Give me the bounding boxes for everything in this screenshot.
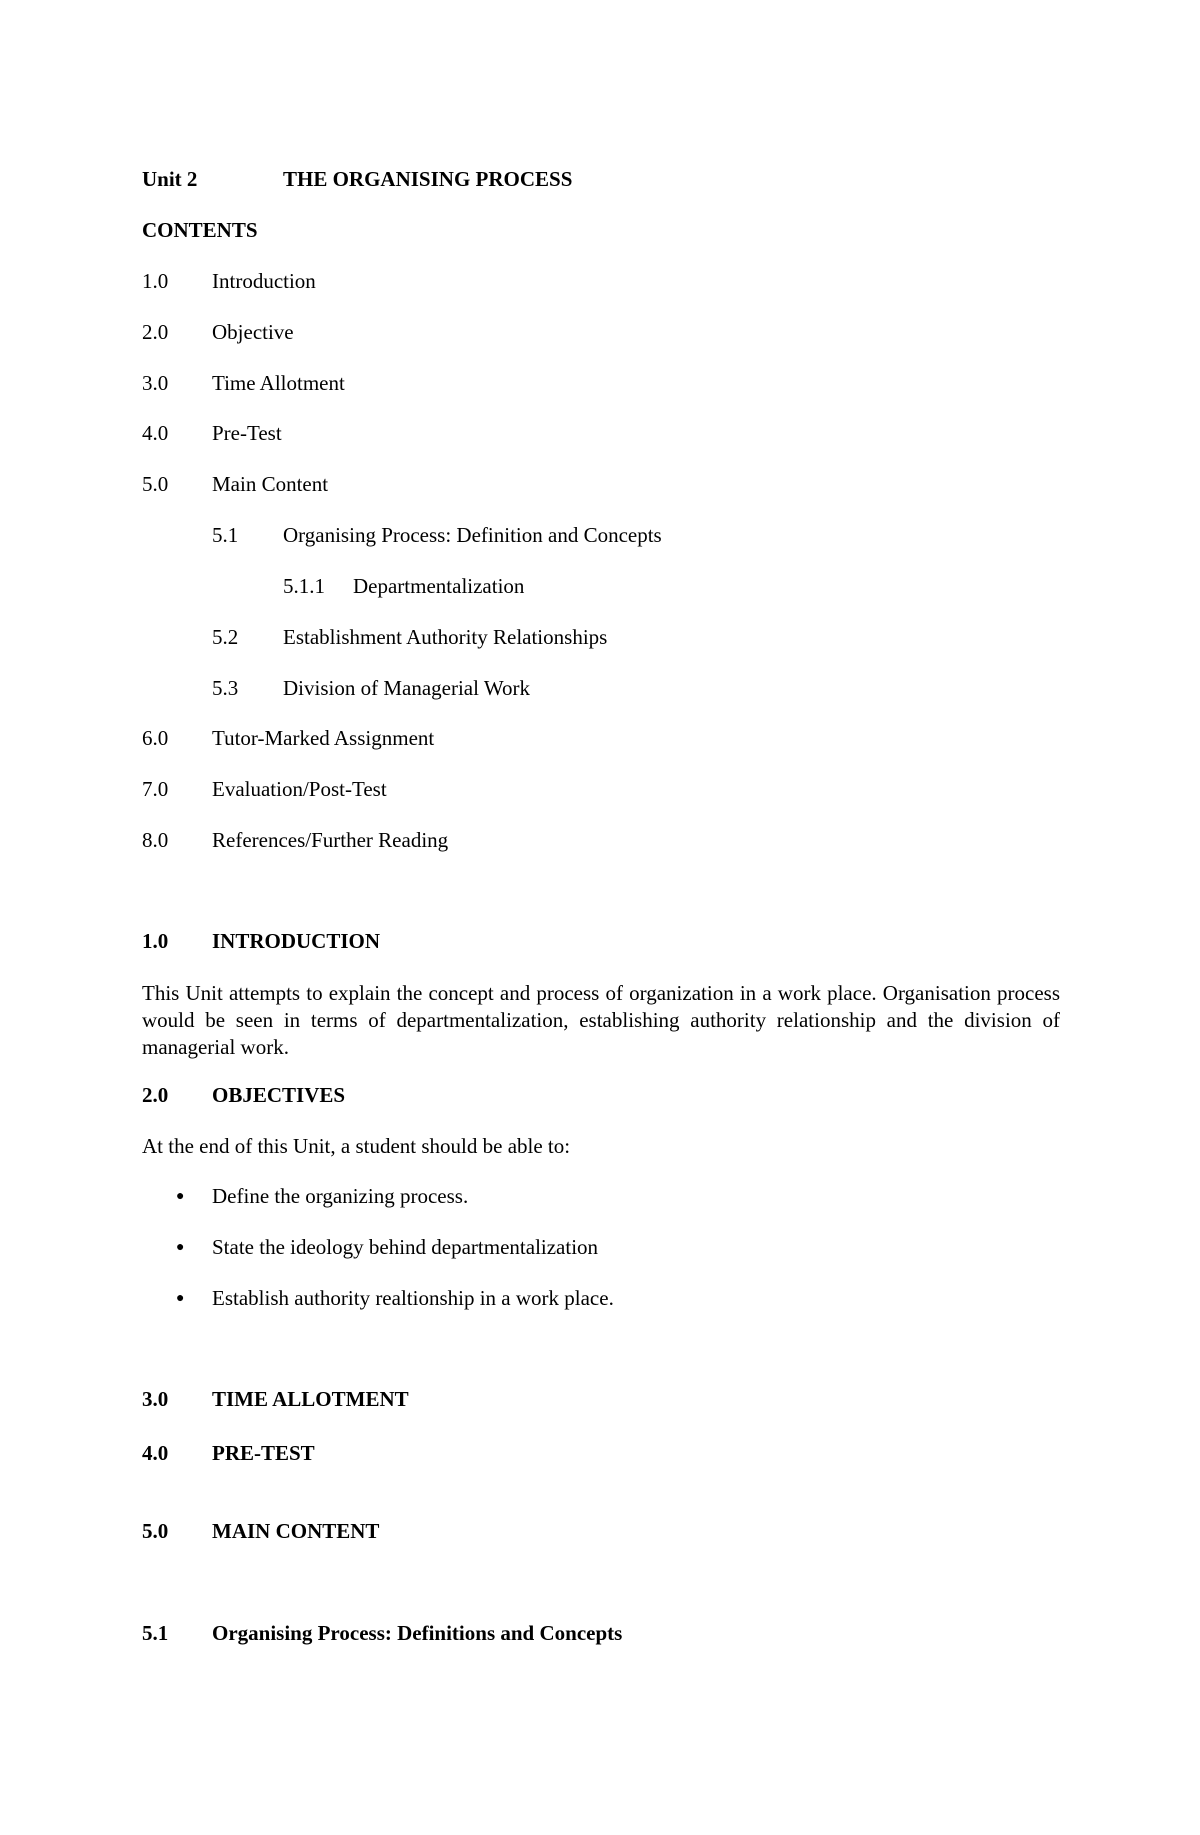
toc-item-label: Objective xyxy=(212,320,294,344)
toc-item-label: Departmentalization xyxy=(353,574,525,598)
toc-item-number: 5.0 xyxy=(142,472,169,496)
toc-item-label: Tutor-Marked Assignment xyxy=(212,726,435,750)
toc-item-number: 3.0 xyxy=(142,371,169,395)
section-number: 2.0 xyxy=(142,1083,169,1107)
section-number: 1.0 xyxy=(142,929,169,953)
unit-label: Unit 2 xyxy=(142,167,198,191)
section-title: MAIN CONTENT xyxy=(212,1519,380,1543)
toc-item-number: 2.0 xyxy=(142,320,169,344)
section-number: 3.0 xyxy=(142,1387,169,1411)
toc-item-label: Organising Process: Definition and Concepts xyxy=(283,523,662,547)
section-number: 4.0 xyxy=(142,1441,169,1465)
toc-item-label: Division of Managerial Work xyxy=(283,676,530,700)
toc-item-label: Time Allotment xyxy=(212,371,345,395)
toc-item-number: 5.2 xyxy=(212,625,239,649)
toc-item-label: Establishment Authority Relationships xyxy=(283,625,608,649)
bullet-text: Define the organizing process. xyxy=(212,1184,469,1208)
bullet-icon: ● xyxy=(176,1240,185,1255)
toc-item-number: 5.1 xyxy=(212,523,239,547)
toc-item-label: Main Content xyxy=(212,472,329,496)
toc-item-label: References/Further Reading xyxy=(212,828,449,852)
section-title: PRE-TEST xyxy=(212,1441,315,1465)
toc-item-label: Introduction xyxy=(212,269,316,293)
toc-item-number: 5.1.1 xyxy=(283,574,325,598)
section-title: Organising Process: Definitions and Concepts xyxy=(212,1621,623,1645)
objectives-intro: At the end of this Unit, a student should be able to: xyxy=(142,1134,571,1158)
bullet-icon: ● xyxy=(176,1189,185,1204)
introduction-paragraph: This Unit attempts to explain the concept and process of organization in a work place. Organisation process would be seen in terms of departmentalization, establishing authority relationship and the division of managerial work. xyxy=(142,981,1060,1059)
toc-item-number: 8.0 xyxy=(142,828,169,852)
toc-item-number: 6.0 xyxy=(142,726,169,750)
toc-item-number: 5.3 xyxy=(212,676,239,700)
toc-item-number: 7.0 xyxy=(142,777,169,801)
bullet-icon: ● xyxy=(176,1291,185,1306)
section-number: 5.0 xyxy=(142,1519,169,1543)
section-title: TIME ALLOTMENT xyxy=(212,1387,409,1411)
bullet-text: Establish authority realtionship in a work place. xyxy=(212,1286,614,1310)
unit-title: THE ORGANISING PROCESS xyxy=(283,167,573,191)
bullet-text: State the ideology behind departmentalization xyxy=(212,1235,599,1259)
toc-item-number: 1.0 xyxy=(142,269,169,293)
contents-heading: CONTENTS xyxy=(142,218,258,242)
toc-item-label: Pre-Test xyxy=(212,421,282,445)
section-number: 5.1 xyxy=(142,1621,169,1645)
section-title: OBJECTIVES xyxy=(212,1083,346,1107)
toc-item-number: 4.0 xyxy=(142,421,169,445)
toc-item-label: Evaluation/Post-Test xyxy=(212,777,387,801)
section-title: INTRODUCTION xyxy=(212,929,381,953)
